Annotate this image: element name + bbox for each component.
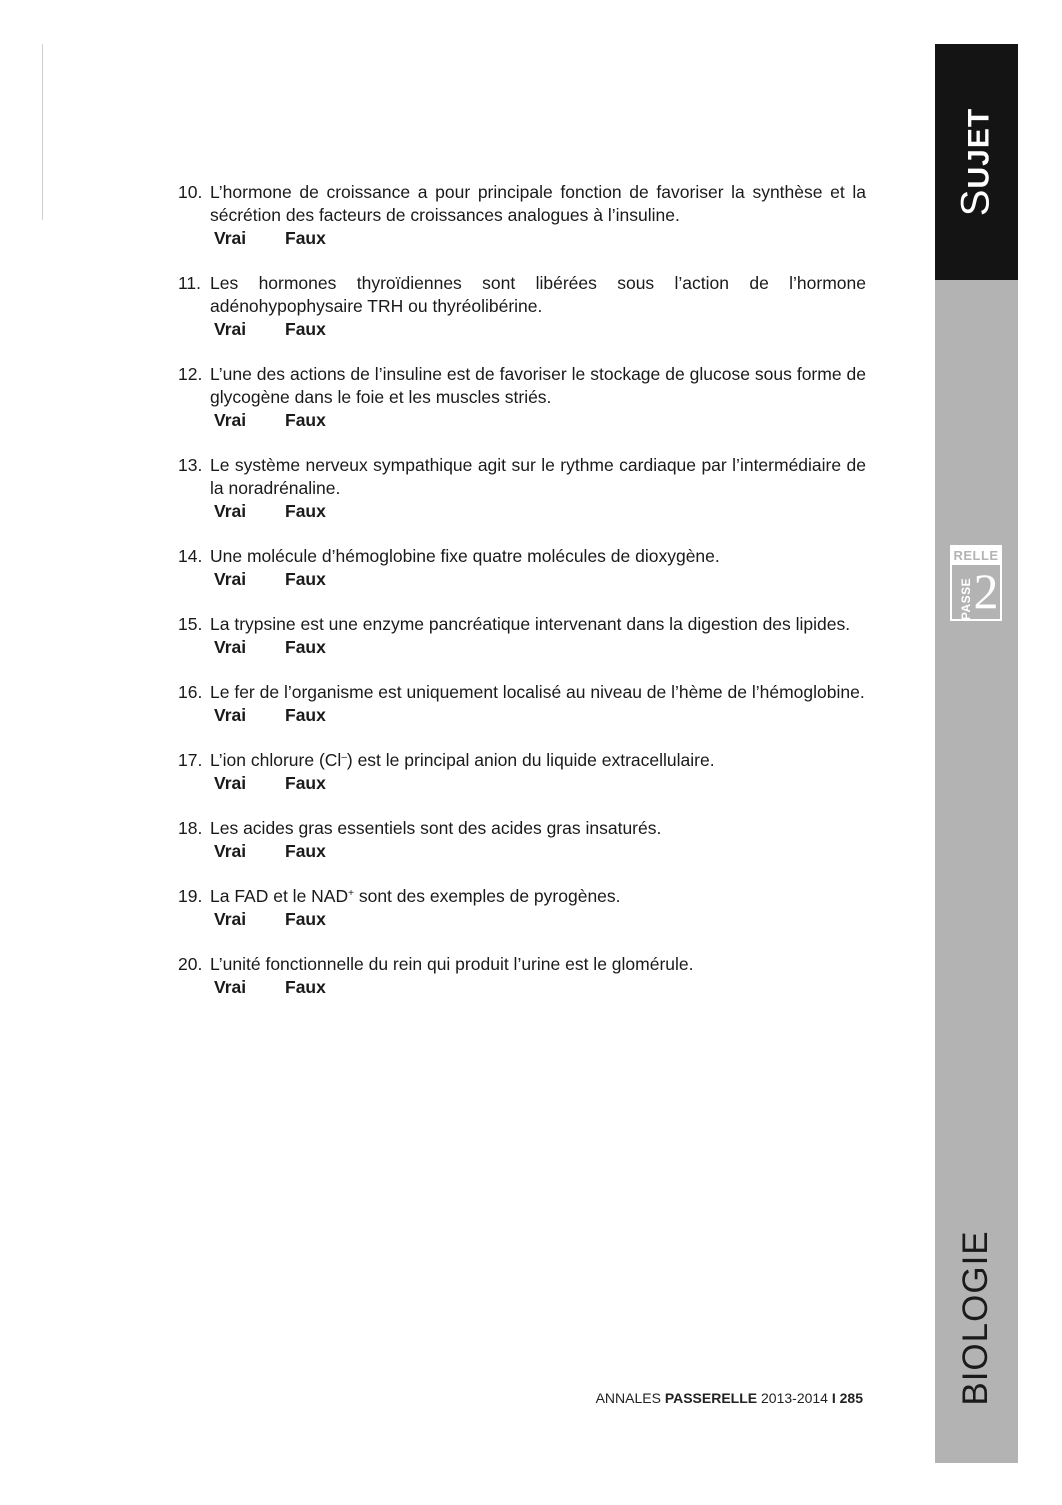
question-18	[178, 817, 866, 863]
answer-vrai: Vrai	[214, 228, 247, 248]
answer-faux: Faux	[285, 228, 326, 248]
answer-faux: Faux	[285, 319, 326, 339]
question-number: 18.	[178, 818, 203, 838]
question-text-start: La FAD et le NAD	[210, 886, 349, 906]
question-number: 10.	[178, 182, 203, 202]
question-number: 15.	[178, 614, 203, 634]
question-10	[178, 181, 866, 250]
footer-years: 2013-2014	[761, 1390, 828, 1406]
subject-label: BIOLOGIE	[956, 1230, 995, 1406]
question-text	[210, 885, 866, 908]
answer-faux: Faux	[285, 410, 326, 430]
question-number: 13.	[178, 455, 203, 475]
question-number: 11.	[178, 273, 202, 293]
question-text: Les acides gras essentiels sont des acides gras insaturés.	[210, 818, 662, 838]
answer-faux: Faux	[285, 977, 326, 997]
question-number: 16.	[178, 682, 203, 702]
logo-side-text: PASSE	[959, 577, 973, 621]
page-number: 285	[839, 1390, 863, 1406]
question-text: L’une des actions de l’insuline est de favoriser le stockage de glucose sous forme de glycogène dans le foie et les muscles striés.	[210, 364, 866, 407]
footer-prefix: ANNALES	[595, 1390, 661, 1406]
question-15	[178, 613, 866, 659]
answer-vrai: Vrai	[214, 319, 247, 339]
question-text: La trypsine est une enzyme pancréatique intervenant dans la digestion des lipides.	[210, 614, 851, 634]
question-14	[178, 545, 866, 591]
nad-superscript: +	[348, 888, 354, 899]
question-number: 14.	[178, 546, 203, 566]
sujet-tab-label	[954, 108, 999, 216]
sujet-rest: UJET	[962, 107, 996, 189]
question-number: 12.	[178, 364, 203, 384]
answer-faux: Faux	[285, 637, 326, 657]
question-16	[178, 681, 866, 727]
question-text-end: ) est le principal anion du liquide extracellulaire.	[346, 750, 715, 770]
question-text-start: L’ion chlorure (Cl	[210, 750, 342, 770]
answer-faux: Faux	[285, 841, 326, 861]
answer-vrai: Vrai	[214, 773, 247, 793]
answer-vrai: Vrai	[214, 501, 247, 521]
footer-brand: PASSERELLE	[664, 1390, 758, 1406]
question-text: Les hormones thyroïdiennes sont libérées sous l’action de l’hormone adénohypophysaire TRH ou thyréolibérine.	[210, 273, 866, 316]
answer-vrai: Vrai	[214, 410, 247, 430]
answer-vrai: Vrai	[214, 977, 247, 997]
answer-faux: Faux	[285, 705, 326, 725]
question-17	[178, 749, 866, 795]
question-12	[178, 363, 866, 432]
answer-vrai: Vrai	[214, 569, 247, 589]
question-text: Une molécule d’hémoglobine fixe quatre molécules de dioxygène.	[210, 546, 720, 566]
question-number: 17.	[178, 750, 203, 770]
answer-faux: Faux	[285, 569, 326, 589]
sujet-initial: S	[953, 188, 998, 217]
question-text: L’unité fonctionnelle du rein qui produit l’urine est le glomérule.	[210, 954, 694, 974]
question-list	[178, 181, 866, 1021]
question-number: 19.	[178, 886, 203, 906]
question-text: Le fer de l’organisme est uniquement localisé au niveau de l’hème de l’hémoglobine.	[210, 682, 865, 702]
question-text-end: sont des exemples de pyrogènes.	[353, 886, 621, 906]
question-text: L’hormone de croissance a pour principale fonction de favoriser la synthèse et la sécrétion des facteurs de croissances analogues à l’insuline.	[210, 182, 866, 225]
question-number: 20.	[178, 954, 203, 974]
answer-faux: Faux	[285, 909, 326, 929]
question-text: Le système nerveux sympathique agit sur le rythme cardiaque par l’intermédiaire de la noradrénaline.	[210, 455, 866, 498]
answer-faux: Faux	[285, 773, 326, 793]
chloride-superscript: –	[341, 752, 347, 763]
question-text	[210, 749, 866, 772]
logo-number: 2	[973, 563, 999, 619]
logo-top-text: RELLE	[953, 548, 999, 563]
answer-vrai: Vrai	[214, 841, 247, 861]
question-20	[178, 953, 866, 999]
question-11	[178, 272, 866, 341]
question-13	[178, 454, 866, 523]
page-footer	[596, 1390, 863, 1406]
answer-vrai: Vrai	[214, 637, 247, 657]
passerelle-logo	[950, 545, 1002, 621]
answer-vrai: Vrai	[214, 705, 247, 725]
footer-separator: I	[831, 1390, 836, 1406]
answer-faux: Faux	[285, 501, 326, 521]
question-19	[178, 885, 866, 931]
margin-rule	[42, 44, 43, 220]
answer-vrai: Vrai	[214, 909, 247, 929]
